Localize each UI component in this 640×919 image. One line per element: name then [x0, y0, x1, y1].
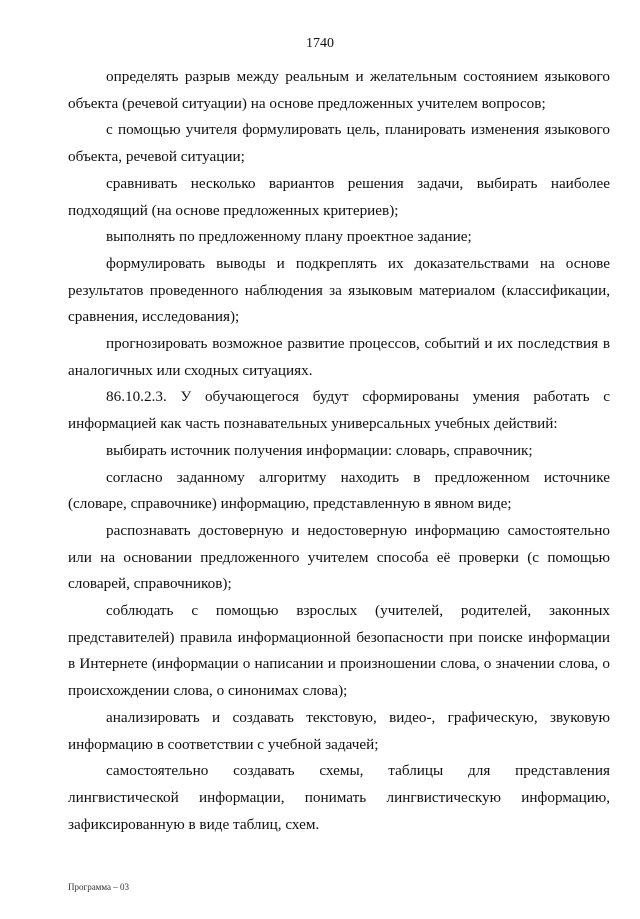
- page-number: 1740: [306, 36, 334, 51]
- paragraph: выполнять по предложенному плану проектное задание;: [106, 228, 472, 246]
- footer-program-label: Программа – 03: [68, 882, 130, 892]
- paragraph: анализировать и создавать текстовую, видео-, графическую, звуковую информацию в соответствии с учебной задачей;: [68, 708, 610, 753]
- paragraph: сравнивать несколько вариантов решения задачи, выбирать наиболее подходящий (на основе предложенных критериев);: [68, 174, 610, 219]
- paragraph: с помощью учителя формулировать цель, планировать изменения языкового объекта, речевой ситуации;: [68, 121, 610, 166]
- paragraph: формулировать выводы и подкреплять их доказательствами на основе результатов проведенного наблюдения за языковым материалом (классификации, сравнения, исследования);: [68, 254, 610, 326]
- paragraph: выбирать источник получения информации: словарь, справочник;: [106, 441, 533, 459]
- paragraph: самостоятельно создавать схемы, таблицы для представления лингвистической информации, понимать лингвистическую информацию, зафиксированную в виде таблиц, схем.: [68, 762, 610, 833]
- paragraph: соблюдать с помощью взрослых (учителей, родителей, законных представителей) правила информационной безопасности при поиске информации в Интернете (информации о написании и произношении слова, о значении слова, о происхождении слова, о синонимах слова);: [68, 602, 610, 700]
- paragraph: распознавать достоверную и недостоверную информацию самостоятельно или на основании предложенного учителем способа её проверки (с помощью словарей, справочников);: [68, 521, 610, 593]
- document-body: [68, 64, 610, 838]
- section-paragraph: 86.10.2.3. У обучающегося будут сформированы умения работать с информацией как часть познавательных универсальных учебных действий:: [68, 388, 610, 433]
- paragraph: прогнозировать возможное развитие процессов, событий и их последствия в аналогичных или сходных ситуациях.: [68, 335, 610, 379]
- paragraph: согласно заданному алгоритму находить в предложенном источнике (словаре, справочнике) информацию, представленную в явном виде;: [68, 468, 610, 513]
- paragraph: определять разрыв между реальным и желательным состоянием языкового объекта (речевой ситуации) на основе предложенных учителем вопросов;: [68, 68, 610, 112]
